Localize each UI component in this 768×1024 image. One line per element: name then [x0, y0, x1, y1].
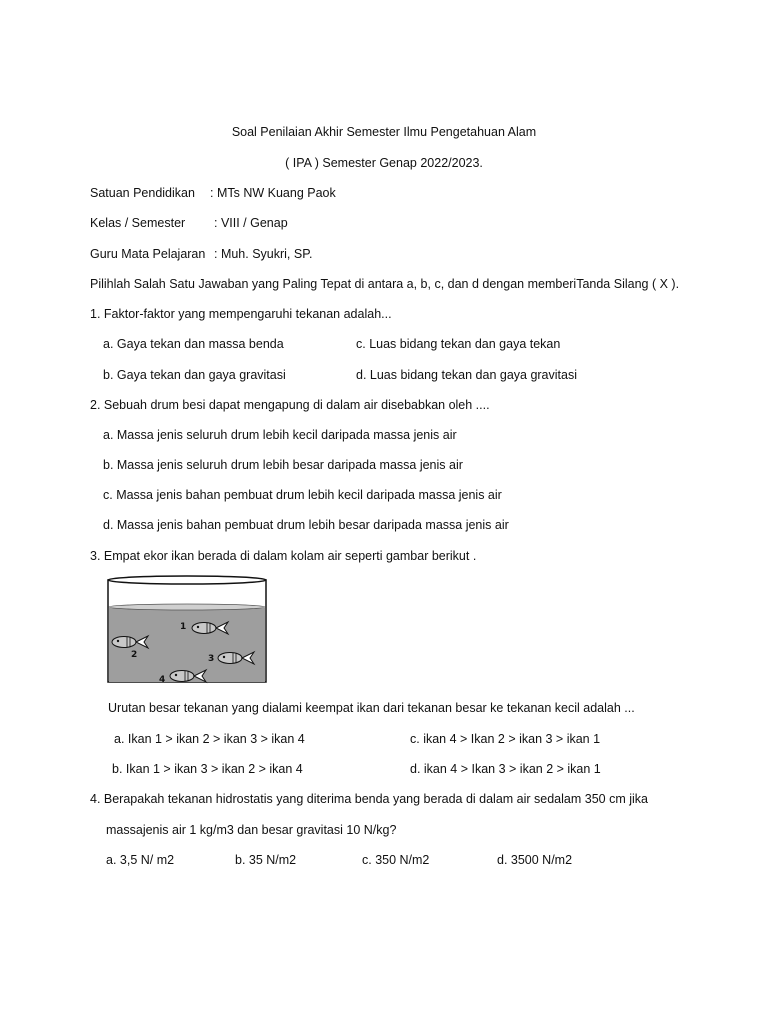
water-surface: [109, 604, 265, 610]
q2-option-a: a. Massa jenis seluruh drum lebih kecil daripada massa jenis air: [103, 428, 457, 442]
fish-2-label: 2: [131, 650, 138, 660]
q1-option-b: b. Gaya tekan dan gaya gravitasi: [103, 368, 286, 382]
q2-option-b: b. Massa jenis seluruh drum lebih besar daripada massa jenis air: [103, 458, 463, 472]
q2-option-c: c. Massa jenis bahan pembuat drum lebih kecil daripada massa jenis air: [103, 488, 502, 502]
satuan-value: : MTs NW Kuang Paok: [210, 186, 336, 200]
title-line-1: Soal Penilaian Akhir Semester Ilmu Pengetahuan Alam: [231, 125, 537, 139]
fish-1-label: 1: [180, 622, 187, 632]
question-4-text: 4. Berapakah tekanan hidrostatis yang diterima benda yang berada di dalam air sedalam 350 cm jika: [90, 792, 648, 806]
kelas-value: : VIII / Genap: [214, 216, 288, 230]
q4-option-c: c. 350 N/m2: [362, 853, 430, 867]
q4-option-b: b. 35 N/m2: [235, 853, 297, 867]
q4-option-a: a. 3,5 N/ m2: [106, 853, 175, 867]
satuan-label: Satuan Pendidikan: [90, 186, 195, 200]
title-line-2: ( IPA ) Semester Genap 2022/2023.: [285, 156, 483, 170]
fish-pond-svg: [104, 574, 274, 692]
question-3-text: 3. Empat ekor ikan berada di dalam kolam air seperti gambar berikut .: [90, 549, 477, 563]
q3-option-b: b. Ikan 1 > ikan 3 > ikan 2 > ikan 4: [112, 762, 303, 776]
q2-option-d: d. Massa jenis bahan pembuat drum lebih besar daripada massa jenis air: [103, 518, 509, 532]
question-2-text: 2. Sebuah drum besi dapat mengapung di dalam air disebabkan oleh ....: [90, 398, 490, 412]
guru-value: : Muh. Syukri, SP.: [214, 247, 313, 261]
q3-prompt: Urutan besar tekanan yang dialami keempat ikan dari tekanan besar ke tekanan kecil adalah ...: [108, 701, 635, 715]
q3-option-a: a. Ikan 1 > ikan 2 > ikan 3 > ikan 4: [114, 732, 305, 746]
q3-option-d: d. ikan 4 > Ikan 3 > ikan 2 > ikan 1: [410, 762, 601, 776]
q1-option-c: c. Luas bidang tekan dan gaya tekan: [356, 337, 561, 351]
q4-option-d: d. 3500 N/m2: [497, 853, 573, 867]
fish-3-label: 3: [208, 654, 215, 664]
question-1-text: 1. Faktor-faktor yang mempengaruhi tekanan adalah...: [90, 307, 392, 321]
question-4-text-2: massajenis air 1 kg/m3 dan besar gravitasi 10 N/kg?: [106, 823, 397, 837]
fish-pond-figure: [104, 574, 274, 692]
instruction-text: Pilihlah Salah Satu Jawaban yang Paling Tepat di antara a, b, c, dan d dengan memberiTanda Silang ( X ).: [90, 277, 680, 291]
guru-label: Guru Mata Pelajaran: [90, 247, 206, 261]
q1-option-d: d. Luas bidang tekan dan gaya gravitasi: [356, 368, 577, 382]
kelas-label: Kelas / Semester: [90, 216, 186, 230]
fish-4-label: 4: [159, 675, 166, 685]
pond-rim: [108, 576, 266, 584]
q1-option-a: a. Gaya tekan dan massa benda: [103, 337, 284, 351]
q3-option-c: c. ikan 4 > Ikan 2 > ikan 3 > ikan 1: [410, 732, 601, 746]
